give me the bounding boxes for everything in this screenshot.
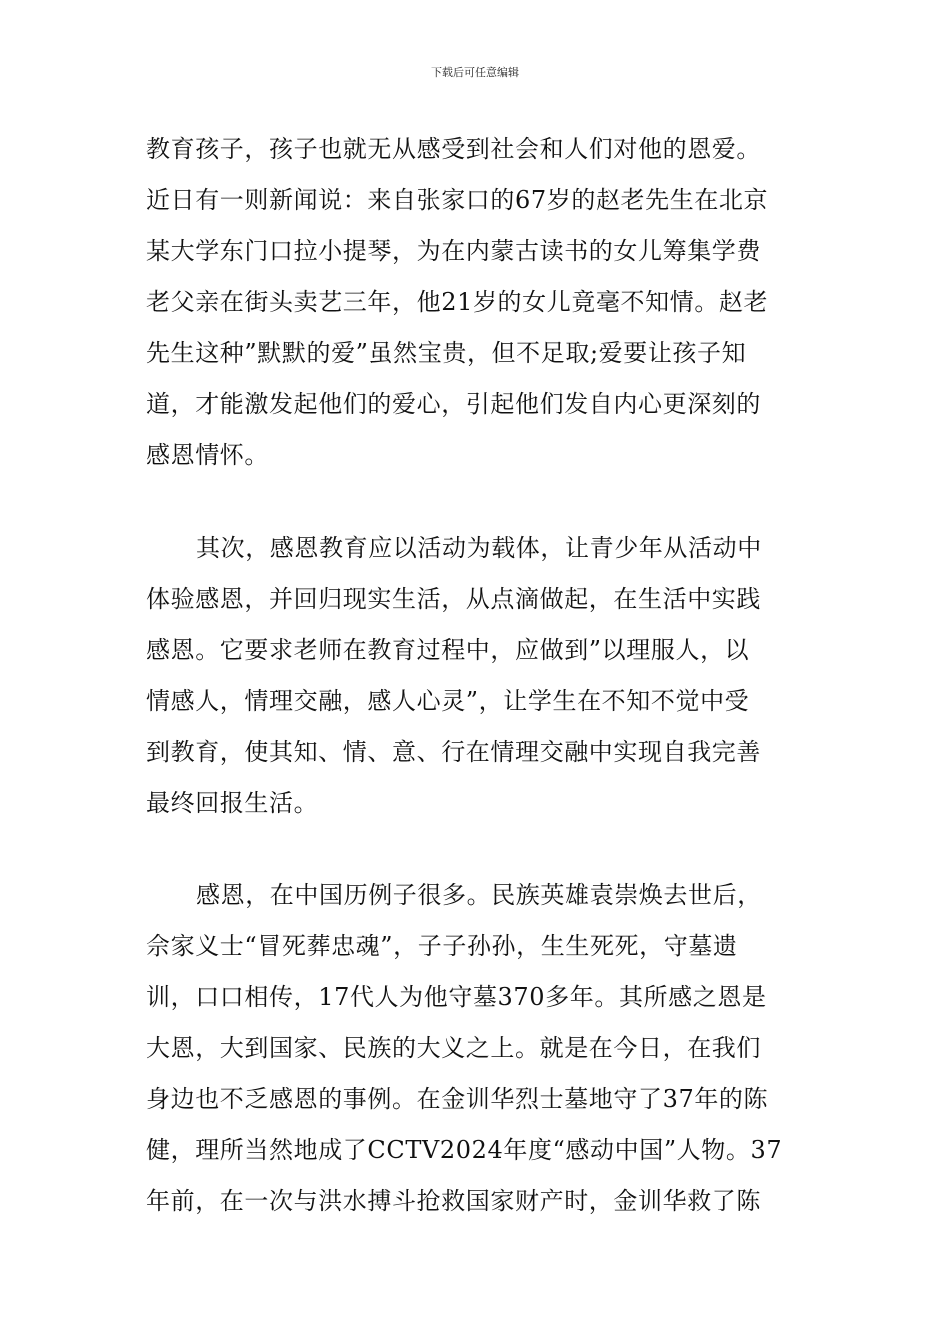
text-line: 其次，感恩教育应以活动为载体，让青少年从活动中: [196, 534, 762, 562]
text-line: 最终回报生活。: [146, 789, 319, 817]
text-line: 感恩情怀。: [146, 441, 269, 469]
text-line: 教育孩子，孩子也就无从感受到社会和人们对他的恩爱。: [146, 135, 761, 163]
text-line: 近日有一则新闻说：来自张家口的67岁的赵老先生在北京: [146, 186, 769, 214]
text-line: 体验感恩，并回归现实生活，从点滴做起，在生活中实践: [146, 585, 761, 613]
text-line: 某大学东门口拉小提琴，为在内蒙古读书的女儿筹集学费: [146, 237, 761, 265]
text-line: 感恩，在中国历例子很多。民族英雄袁崇焕去世后，: [196, 881, 762, 909]
text-line: 身边也不乏感恩的事例。在金训华烈士墓地守了37年的陈: [146, 1085, 769, 1113]
page-header: 下载后可任意编辑: [431, 66, 519, 79]
paragraph: [146, 870, 806, 1227]
paragraph: [146, 523, 806, 829]
text-line: 年前，在一次与洪水搏斗抢救国家财产时，金训华救了陈: [146, 1187, 761, 1215]
text-line: 健，理所当然地成了CCTV2024年度“感动中国”人物。37: [146, 1136, 783, 1164]
text-line: 佘家义士“冒死葬忠魂”，子子孙孙，生生死死，守墓遗: [146, 932, 738, 960]
text-line: 老父亲在街头卖艺三年，他21岁的女儿竟毫不知情。赵老: [146, 288, 769, 316]
paragraph: [146, 124, 806, 481]
text-line: 到教育，使其知、情、意、行在情理交融中实现自我完善: [146, 738, 761, 766]
text-line: 大恩，大到国家、民族的大义之上。就是在今日，在我们: [146, 1034, 761, 1062]
text-line: 道，才能激发起他们的爱心，引起他们发自内心更深刻的: [146, 390, 761, 418]
text-line: 情感人，情理交融，感人心灵”，让学生在不知不觉中受: [146, 687, 750, 715]
text-line: 先生这种”默默的爱”虽然宝贵，但不足取;爱要让孩子知: [146, 339, 747, 367]
text-line: 感恩。它要求老师在教育过程中，应做到”以理服人，以: [146, 636, 750, 664]
text-line: 训，口口相传，17代人为他守墓370多年。其所感之恩是: [146, 983, 767, 1011]
